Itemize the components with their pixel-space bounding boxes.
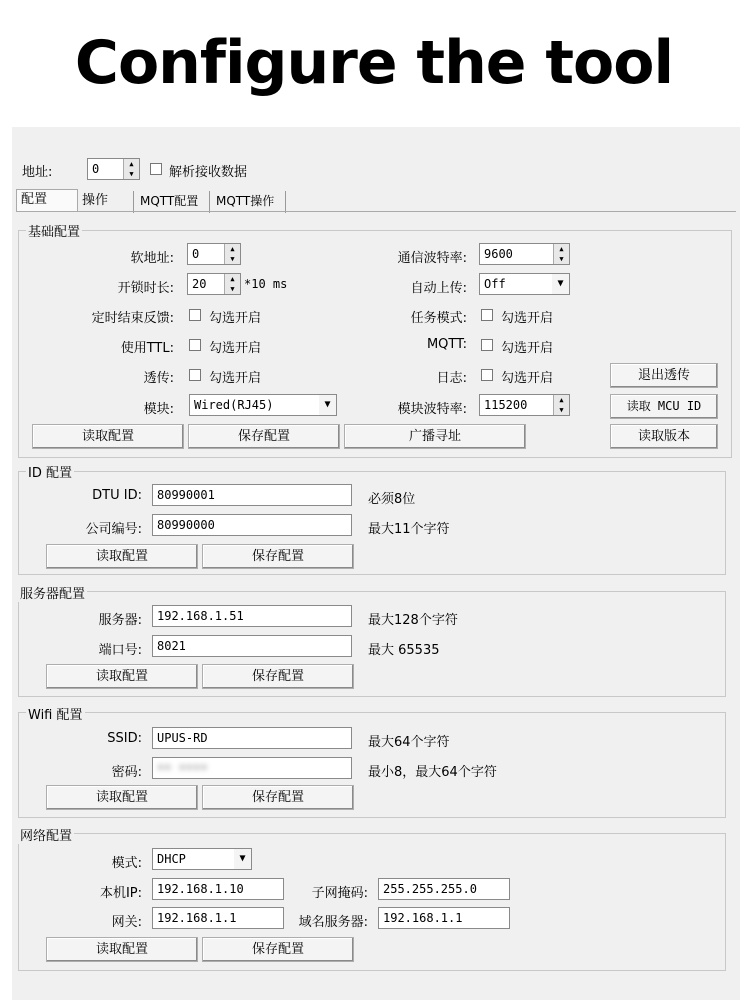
task-mode-check-label: 勾选开启 (501, 311, 554, 326)
dtu-id-hint: 必须8位 (368, 492, 416, 507)
subnet-mask-label: 子网掩码: (311, 886, 368, 901)
server-label: 服务器: (98, 613, 142, 628)
mqtt-label: MQTT: (426, 337, 467, 352)
chevron-down-icon[interactable]: ▼ (234, 849, 251, 869)
broadcast-button[interactable]: 广播寻址 (344, 424, 526, 449)
mode-value: DHCP (157, 852, 186, 866)
tab-divider (16, 211, 736, 212)
company-label: 公司编号: (85, 522, 142, 537)
ttl-check-label: 勾选开启 (209, 341, 262, 356)
address-label: 地址: (22, 165, 53, 180)
network-read-config-button[interactable]: 读取配置 (46, 937, 198, 962)
chevron-down-icon[interactable]: ▼ (552, 274, 569, 294)
unlock-spinner[interactable] (187, 273, 241, 295)
ssid-field[interactable]: UPUS-RD (152, 727, 352, 749)
address-value: 0 (92, 162, 100, 176)
tab-mqtt-operate[interactable]: MQTT操作 (212, 191, 286, 213)
autoupload-label: 自动上传: (410, 281, 467, 296)
parse-checkbox[interactable] (150, 163, 162, 175)
server-save-config-button[interactable]: 保存配置 (202, 664, 354, 689)
password-value: •• •••• (157, 761, 208, 775)
port-hint: 最大 65535 (368, 643, 440, 658)
unlock-value: 20 (192, 277, 207, 291)
module-select[interactable] (189, 394, 337, 416)
baud-label: 通信波特率: (397, 251, 467, 266)
soft-addr-spinner[interactable] (187, 243, 241, 265)
config-window (12, 127, 740, 1000)
server-hint: 最大128个字符 (368, 613, 458, 628)
autoupload-select[interactable] (479, 273, 570, 295)
baud-value: 9600 (484, 247, 513, 261)
unlock-label: 开锁时长: (117, 281, 174, 296)
ssid-label: SSID: (107, 731, 142, 746)
dns-field[interactable]: 192.168.1.1 (378, 907, 510, 929)
server-config-title: 服务器配置 (18, 583, 87, 602)
server-field[interactable]: 192.168.1.51 (152, 605, 352, 627)
autoupload-value: Off (484, 277, 506, 291)
transparent-check-label: 勾选开启 (209, 371, 262, 386)
timer-feedback-checkbox[interactable] (189, 309, 201, 321)
spinner-arrows-icon[interactable]: ▲ ▼ (224, 244, 240, 264)
spinner-arrows-icon[interactable]: ▲ ▼ (224, 274, 240, 294)
wifi-config-title: Wifi 配置 (26, 704, 85, 723)
network-config-title: 网络配置 (18, 825, 74, 844)
transparent-checkbox[interactable] (189, 369, 201, 381)
ssid-hint: 最大64个字符 (368, 735, 450, 750)
task-mode-label: 任务模式: (410, 311, 467, 326)
exit-transparent-button[interactable]: 退出透传 (610, 363, 718, 388)
ip-label: 本机IP: (99, 886, 142, 901)
company-field[interactable]: 80990000 (152, 514, 352, 536)
wifi-read-config-button[interactable]: 读取配置 (46, 785, 198, 810)
spinner-arrows-icon[interactable]: ▲ ▼ (553, 395, 569, 415)
banner-title: Configure the tool (74, 28, 674, 98)
mode-select[interactable] (152, 848, 252, 870)
spinner-arrows-icon[interactable]: ▲ ▼ (123, 159, 139, 179)
port-label: 端口号: (98, 643, 142, 658)
id-config-title: ID 配置 (26, 462, 74, 481)
dtu-id-field[interactable]: 80990001 (152, 484, 352, 506)
chevron-down-icon[interactable]: ▼ (319, 395, 336, 415)
basic-config-title: 基础配置 (26, 221, 82, 240)
id-save-config-button[interactable]: 保存配置 (202, 544, 354, 569)
wifi-save-config-button[interactable]: 保存配置 (202, 785, 354, 810)
task-mode-checkbox[interactable] (481, 309, 493, 321)
read-version-button[interactable]: 读取版本 (610, 424, 718, 449)
tab-operate[interactable]: 操作 (78, 191, 134, 213)
address-spinner[interactable] (87, 158, 140, 180)
company-hint: 最大11个字符 (368, 522, 450, 537)
password-hint: 最小8，最大64个字符 (368, 765, 497, 780)
dtu-id-label: DTU ID: (92, 488, 142, 503)
ip-field[interactable]: 192.168.1.10 (152, 878, 284, 900)
mqtt-check-label: 勾选开启 (501, 341, 554, 356)
module-label: 模块: (143, 402, 174, 417)
port-field[interactable]: 8021 (152, 635, 352, 657)
parse-label: 解析接收数据 (169, 165, 248, 180)
ttl-label: 使用TTL: (120, 341, 174, 356)
mode-label: 模式: (111, 856, 142, 871)
gateway-label: 网关: (111, 915, 142, 930)
tab-config[interactable]: 配置 (16, 189, 78, 211)
mqtt-checkbox[interactable] (481, 339, 493, 351)
password-field[interactable] (152, 757, 352, 779)
timer-feedback-label: 定时结束反馈: (91, 311, 174, 326)
unlock-unit: *10 ms (244, 277, 288, 291)
password-label: 密码: (111, 765, 142, 780)
transparent-label: 透传: (143, 371, 174, 386)
module-baud-spinner[interactable] (479, 394, 570, 416)
dns-label: 域名服务器: (298, 915, 368, 930)
basic-save-config-button[interactable]: 保存配置 (188, 424, 340, 449)
server-read-config-button[interactable]: 读取配置 (46, 664, 198, 689)
log-label: 日志: (436, 371, 467, 386)
tab-mqtt-config[interactable]: MQTT配置 (136, 191, 210, 213)
log-check-label: 勾选开启 (501, 371, 554, 386)
banner (0, 0, 748, 125)
baud-spinner[interactable] (479, 243, 570, 265)
soft-addr-value: 0 (192, 247, 200, 261)
module-baud-value: 115200 (484, 398, 528, 412)
id-read-config-button[interactable]: 读取配置 (46, 544, 198, 569)
basic-read-config-button[interactable]: 读取配置 (32, 424, 184, 449)
gateway-field[interactable]: 192.168.1.1 (152, 907, 284, 929)
soft-addr-label: 软地址: (130, 251, 174, 266)
ttl-checkbox[interactable] (189, 339, 201, 351)
module-baud-label: 模块波特率: (397, 402, 467, 417)
network-save-config-button[interactable]: 保存配置 (202, 937, 354, 962)
subnet-mask-field[interactable]: 255.255.255.0 (378, 878, 510, 900)
read-mcu-id-button[interactable]: 读取 MCU ID (610, 394, 718, 419)
timer-feedback-check-label: 勾选开启 (209, 311, 262, 326)
log-checkbox[interactable] (481, 369, 493, 381)
module-value: Wired(RJ45) (194, 398, 274, 412)
spinner-arrows-icon[interactable]: ▲ ▼ (553, 244, 569, 264)
